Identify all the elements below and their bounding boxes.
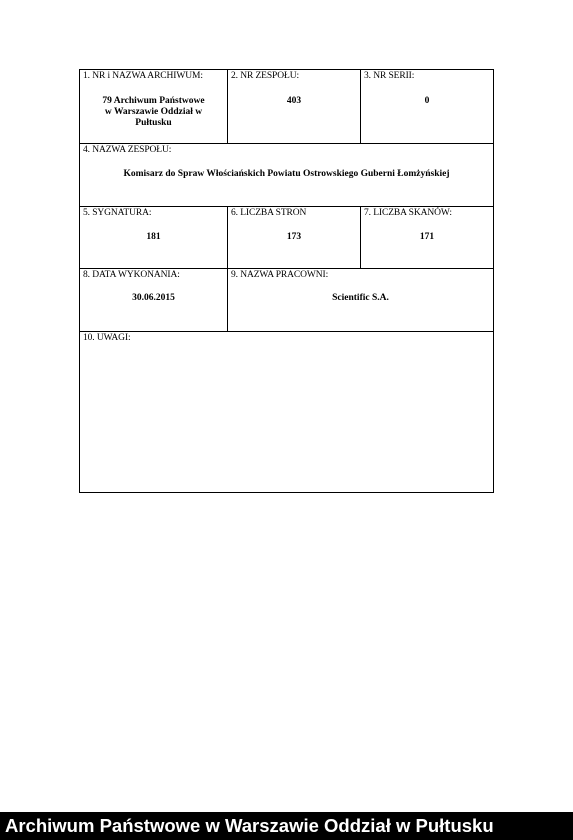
scans-cell xyxy=(361,207,493,268)
fond-no-cell xyxy=(228,70,361,143)
signature-label: 5. SYGNATURA: xyxy=(83,208,152,218)
notes-cell xyxy=(80,332,493,492)
studio-label: 9. NAZWA PRACOWNI: xyxy=(231,270,329,280)
date-label: 8. DATA WYKONANIA: xyxy=(83,270,180,280)
archive-label: 1. NR i NAZWA ARCHIWUM: xyxy=(83,71,203,81)
studio-value: Scientific S.A. xyxy=(332,293,389,303)
pages-value: 173 xyxy=(286,232,302,242)
fond-no-value: 403 xyxy=(286,96,302,106)
fond-no-label: 2. NR ZESPOŁU: xyxy=(231,71,300,81)
scans-value: 171 xyxy=(419,232,435,242)
notes-label: 10. UWAGI: xyxy=(83,333,131,343)
pages-label: 6. LICZBA STRON xyxy=(231,208,307,218)
archive-cell xyxy=(80,70,228,143)
signature-cell xyxy=(80,207,228,268)
series-no-label: 3. NR SERII: xyxy=(364,71,415,81)
pages-cell xyxy=(228,207,361,268)
archive-footer-banner: Archiwum Państwowe w Warszawie Oddział w Pułtusku xyxy=(0,812,573,840)
form-row-5 xyxy=(80,332,493,492)
archive-value xyxy=(80,96,227,129)
fond-name-value: Komisarz do Spraw Włościańskich Powiatu Ostrowskiego Guberni Łomżyńskiej xyxy=(123,169,450,179)
form-row-3 xyxy=(80,207,493,269)
series-no-cell xyxy=(361,70,493,143)
form-row-1 xyxy=(80,70,493,144)
metadata-form xyxy=(79,69,494,493)
archive-value-line-1: 79 Archiwum Państwowe xyxy=(102,96,205,106)
scans-label: 7. LICZBA SKANÓW: xyxy=(364,208,452,218)
fond-name-cell xyxy=(80,144,493,206)
form-row-2 xyxy=(80,144,493,207)
date-value: 30.06.2015 xyxy=(132,293,175,303)
signature-value: 181 xyxy=(146,232,161,242)
date-cell xyxy=(80,269,228,331)
archive-value-line-3: Pułtusku xyxy=(135,118,172,128)
archive-value-line-2: w Warszawie Oddział w xyxy=(104,107,203,117)
series-no-value: 0 xyxy=(424,96,430,106)
fond-name-label: 4. NAZWA ZESPOŁU: xyxy=(83,145,172,155)
studio-cell xyxy=(228,269,493,331)
form-row-4 xyxy=(80,269,493,332)
